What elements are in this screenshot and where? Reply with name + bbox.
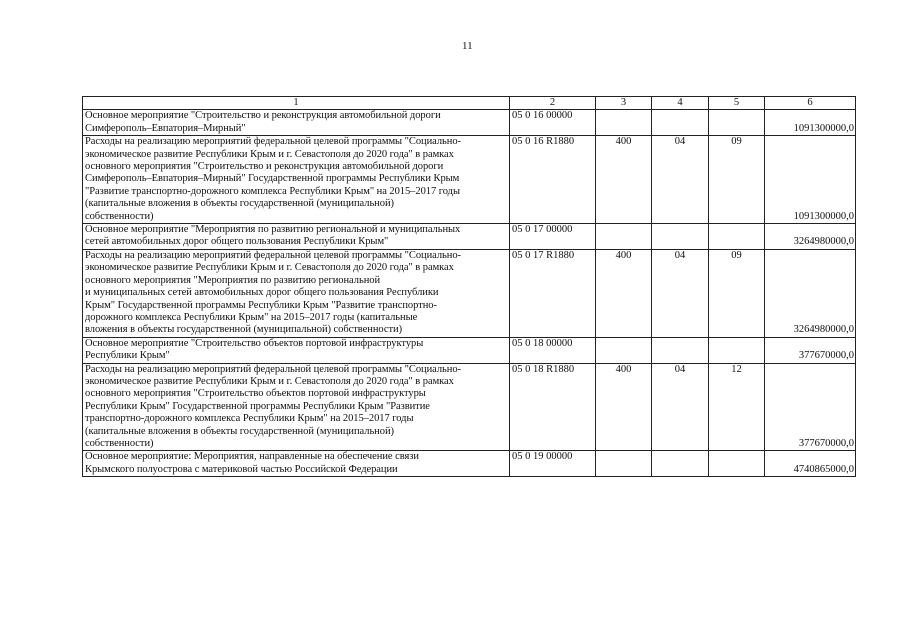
- description-line: Расходы на реализацию мероприятий федеральной целевой программы "Социально-: [85, 136, 461, 148]
- column-header: 4: [652, 97, 709, 110]
- description-line: собственности): [85, 437, 154, 449]
- column-header: 1: [83, 97, 510, 110]
- amount: 3264980000,0: [765, 249, 856, 337]
- column-header: 2: [510, 97, 596, 110]
- description-line: сетей автомобильных дорог общего пользования Республики Крым": [85, 236, 389, 248]
- expense-type: 400: [596, 136, 652, 224]
- row-description: [83, 249, 510, 337]
- description-line: вложения в объекты государственной (муниципальной) собственности): [85, 324, 403, 336]
- description-line: Расходы на реализацию мероприятий федеральной целевой программы "Социально-: [85, 363, 461, 375]
- description-line: Республики Крым" Государственной программы Республики Крым "Развитие: [85, 400, 430, 412]
- amount: 4740865000,0: [765, 451, 856, 477]
- description-line: Основное мероприятие "Строительство и реконструкция автомобильной дороги: [85, 110, 441, 122]
- description-line: Симферополь–Евпатория–Мирный": [85, 122, 246, 134]
- table-row: [83, 110, 856, 136]
- expense-type: [596, 337, 652, 363]
- target-article-code: 05 0 19 00000: [510, 451, 596, 477]
- section-code: [652, 110, 709, 136]
- expense-type: [596, 224, 652, 250]
- description-line: Крым" Государственной программы Республики Крым "Развитие транспортно-: [85, 299, 437, 311]
- column-header: 6: [765, 97, 856, 110]
- subsection-code: 12: [709, 363, 765, 451]
- description-line: экономическое развитие Республики Крым и г. Севастополя до 2020 года" в рамках: [85, 262, 454, 274]
- target-article-code: 05 0 18 00000: [510, 337, 596, 363]
- amount: 1091300000,0: [765, 136, 856, 224]
- subsection-code: [709, 224, 765, 250]
- subsection-code: [709, 110, 765, 136]
- table-row: [83, 224, 856, 250]
- budget-table: [82, 96, 856, 477]
- description-line: Симферополь–Евпатория–Мирный" Государственной программы Республики Крым: [85, 173, 460, 185]
- description-line: "Развитие транспортно-дорожного комплекса Республики Крым" на 2015–2017 годы: [85, 185, 460, 197]
- expense-type: [596, 110, 652, 136]
- row-description: [83, 337, 510, 363]
- description-line: Расходы на реализацию мероприятий федеральной целевой программы "Социально-: [85, 249, 461, 261]
- description-line: основного мероприятия "Строительство и реконструкция автомобильной дороги: [85, 161, 444, 173]
- description-line: экономическое развитие Республики Крым и г. Севастополя до 2020 года" в рамках: [85, 375, 454, 387]
- description-line: основного мероприятия "Строительство объектов портовой инфраструктуры: [85, 388, 426, 400]
- table-row: [83, 337, 856, 363]
- expense-type: [596, 451, 652, 477]
- description-line: собственности): [85, 210, 154, 222]
- description-line: Основное мероприятие "Мероприятия по развитию региональной и муниципальных: [85, 224, 461, 236]
- table-row: [83, 249, 856, 337]
- subsection-code: 09: [709, 249, 765, 337]
- section-code: 04: [652, 136, 709, 224]
- expense-type: 400: [596, 363, 652, 451]
- description-line: основного мероприятия "Мероприятия по развитию региональной: [85, 274, 381, 286]
- column-header: 5: [709, 97, 765, 110]
- section-code: [652, 337, 709, 363]
- description-line: и муниципальных сетей автомобильных дорог общего пользования Республики: [85, 287, 439, 299]
- target-article-code: 05 0 17 00000: [510, 224, 596, 250]
- section-code: [652, 224, 709, 250]
- subsection-code: [709, 451, 765, 477]
- description-line: (капитальные вложения в объекты государственной (муниципальной): [85, 425, 394, 437]
- row-description: [83, 136, 510, 224]
- table-row: [83, 136, 856, 224]
- amount: 377670000,0: [765, 337, 856, 363]
- description-line: транспортно-дорожного комплекса Республики Крым" на 2015–2017 годы: [85, 413, 414, 425]
- amount: 377670000,0: [765, 363, 856, 451]
- description-line: (капитальные вложения в объекты государственной (муниципальной): [85, 198, 394, 210]
- description-line: Республики Крым": [85, 350, 170, 362]
- subsection-code: 09: [709, 136, 765, 224]
- description-line: Основное мероприятие: Мероприятия, направленные на обеспечение связи: [85, 451, 419, 463]
- target-article-code: 05 0 16 00000: [510, 110, 596, 136]
- page-number: 11: [462, 40, 473, 52]
- section-code: 04: [652, 249, 709, 337]
- section-code: [652, 451, 709, 477]
- target-article-code: 05 0 16 R1880: [510, 136, 596, 224]
- target-article-code: 05 0 18 R1880: [510, 363, 596, 451]
- table-header-row: [83, 97, 856, 110]
- description-line: Крымского полуострова с материковой частью Российской Федерации: [85, 463, 398, 475]
- row-description: [83, 451, 510, 477]
- column-header: 3: [596, 97, 652, 110]
- table-row: [83, 451, 856, 477]
- expense-type: 400: [596, 249, 652, 337]
- table-row: [83, 363, 856, 451]
- target-article-code: 05 0 17 R1880: [510, 249, 596, 337]
- amount: 1091300000,0: [765, 110, 856, 136]
- section-code: 04: [652, 363, 709, 451]
- row-description: [83, 110, 510, 136]
- description-line: экономическое развитие Республики Крым и г. Севастополя до 2020 года" в рамках: [85, 148, 454, 160]
- subsection-code: [709, 337, 765, 363]
- amount: 3264980000,0: [765, 224, 856, 250]
- description-line: дорожного комплекса Республики Крым" на 2015–2017 годы (капитальные: [85, 311, 418, 323]
- description-line: Основное мероприятие "Строительство объектов портовой инфраструктуры: [85, 337, 424, 349]
- row-description: [83, 224, 510, 250]
- row-description: [83, 363, 510, 451]
